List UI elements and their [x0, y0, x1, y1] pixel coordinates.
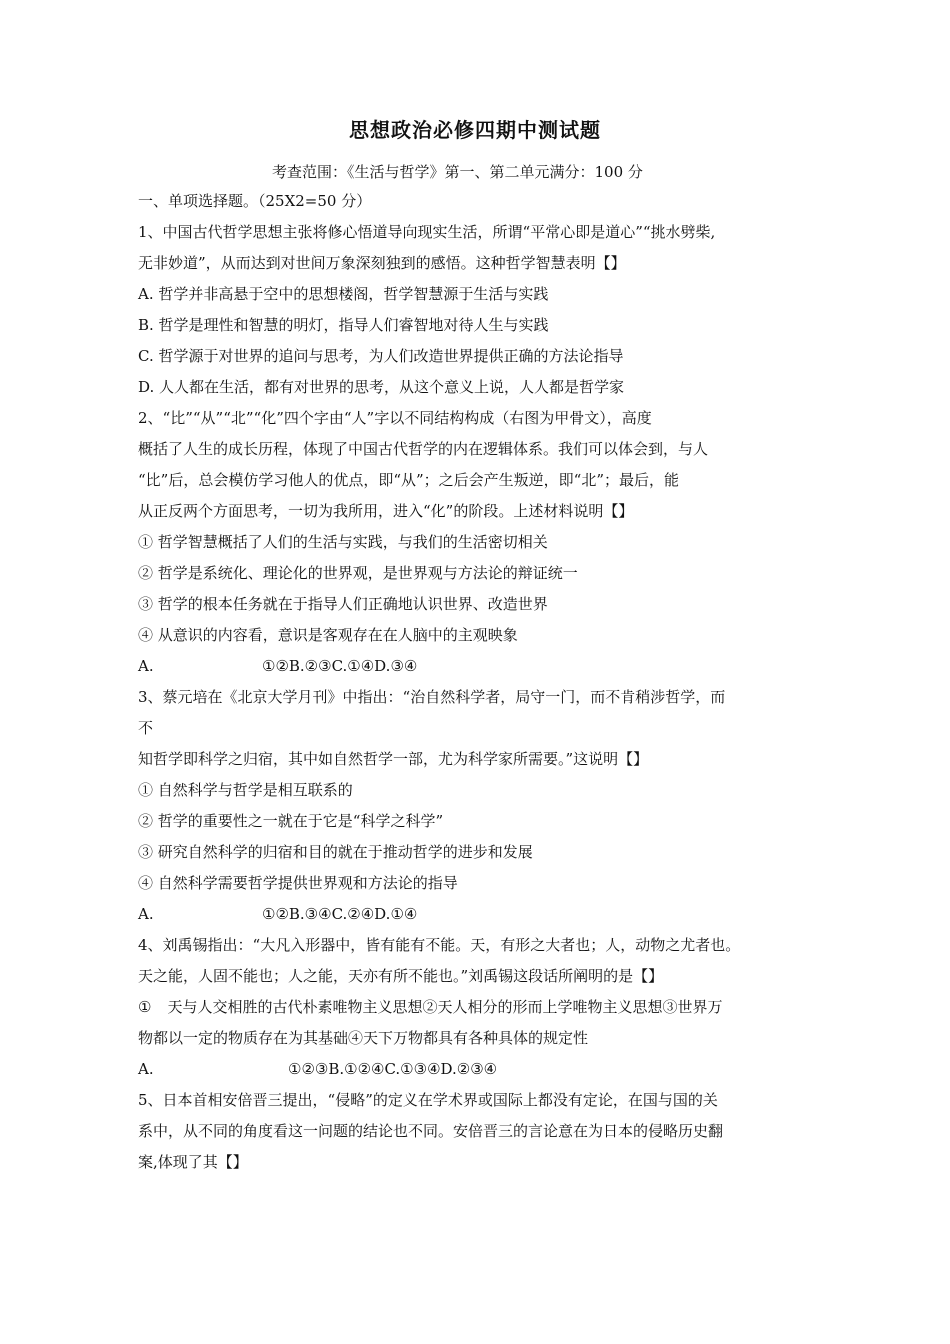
exam-scope: 考查范围：《生活与哲学》第一、第二单元满分：100 分	[272, 163, 643, 181]
question-4-statements-line-1	[138, 992, 828, 1023]
question-3-stem-line-2: 不	[138, 719, 154, 737]
question-5-stem-line-1: 5、日本首相安倍晋三提出，“侵略”的定义在学术界或国际上都没有定论，在国与国的关	[138, 1091, 718, 1109]
document-body	[138, 186, 828, 1178]
question-1-option-c: C. 哲学源于对世界的追问与思考，为人们改造世界提供正确的方法论指导	[138, 347, 624, 365]
answer-label: A.	[138, 905, 154, 923]
question-2-statement-3: ③ 哲学的根本任务就在于指导人们正确地认识世界、改造世界	[138, 595, 548, 613]
question-3-statement-3: ③ 研究自然科学的归宿和目的就在于推动哲学的进步和发展	[138, 843, 533, 861]
question-3-statement-2: ② 哲学的重要性之一就在于它是“科学之科学”	[138, 812, 444, 830]
question-3-statement-1: ① 自然科学与哲学是相互联系的	[138, 781, 353, 799]
question-2-stem-line-2: 概括了人生的成长历程，体现了中国古代哲学的内在逻辑体系。我们可以体会到，与人	[138, 440, 709, 458]
question-2-stem-line-3: “比”后，总会模仿学习他人的优点，即“从”；之后会产生叛逆，即“北”；最后，能	[138, 471, 680, 489]
statement-marker: ①	[138, 998, 152, 1016]
question-3-stem-line-3: 知哲学即科学之归宿，其中如自然哲学一部，尤为科学家所需要。”这说明【】	[138, 750, 649, 768]
answer-options: ①②③B.①②④C.①③④D.②③④	[288, 1060, 498, 1078]
question-1-stem-line-2: 无非妙道”，从而达到对世间万象深刻独到的感悟。这种哲学智慧表明【】	[138, 254, 626, 272]
question-4-answer-choices	[138, 1054, 828, 1085]
answer-label: A.	[138, 657, 154, 675]
question-1-option-b: B. 哲学是理性和智慧的明灯，指导人们睿智地对待人生与实践	[138, 316, 549, 334]
answer-label: A.	[138, 1060, 154, 1078]
question-1-option-d: D. 人人都在生活，都有对世界的思考，从这个意义上说，人人都是哲学家	[138, 378, 625, 396]
question-3-answer-choices	[138, 899, 828, 930]
question-2-statement-4: ④ 从意识的内容看，意识是客观存在在人脑中的主观映象	[138, 626, 518, 644]
answer-options: ①②B.③④C.②④D.①④	[262, 905, 418, 923]
question-3-statement-4: ④ 自然科学需要哲学提供世界观和方法论的指导	[138, 874, 458, 892]
statements-text: 天与人交相胜的古代朴素唯物主义思想②天人相分的形而上学唯物主义思想③世界万	[167, 998, 723, 1016]
question-3-stem-line-1: 3、蔡元培在《北京大学月刊》中指出：“治自然科学者，局守一门，而不肯稍涉哲学，而	[138, 688, 726, 706]
question-5-stem-line-2: 系中，从不同的角度看这一问题的结论也不同。安倍晋三的言论意在为日本的侵略历史翻	[138, 1122, 724, 1140]
question-4-stem-line-1: 4、刘禹锡指出：“大凡入形器中，皆有能有不能。天，有形之大者也；人，动物之尤者也。	[138, 936, 741, 954]
question-2-statement-1: ① 哲学智慧概括了人们的生活与实践，与我们的生活密切相关	[138, 533, 548, 551]
question-4-stem-line-2: 天之能，人固不能也；人之能，天亦有所不能也。”刘禹锡这段话所阐明的是【】	[138, 967, 664, 985]
answer-options: ①②B.②③C.①④D.③④	[262, 657, 418, 675]
section-heading: 一、单项选择题。（25X2=50 分）	[138, 192, 372, 210]
question-5-stem-line-3: 案,体现了其【】	[138, 1153, 248, 1171]
question-2-stem-line-4: 从正反两个方面思考，一切为我所用，进入“化”的阶段。上述材料说明【】	[138, 502, 634, 520]
question-2-statement-2: ② 哲学是系统化、理论化的世界观，是世界观与方法论的辩证统一	[138, 564, 578, 582]
question-1-option-a: A. 哲学并非高悬于空中的思想楼阁，哲学智慧源于生活与实践	[138, 285, 549, 303]
page-title: 思想政治必修四期中测试题	[349, 118, 601, 142]
question-1-stem-line-1: 1、中国古代哲学思想主张将修心悟道导向现实生活，所谓“平常心即是道心”“挑水劈柴,	[138, 223, 716, 241]
question-2-answer-choices	[138, 651, 828, 682]
question-2-stem-line-1: 2、“比”“从”“北”“化”四个字由“人”字以不同结构构成（右图为甲骨文），高度	[138, 409, 652, 427]
question-4-statements-line-2: 物都以一定的物质存在为其基础④天下万物都具有各种具体的规定性	[138, 1029, 589, 1047]
